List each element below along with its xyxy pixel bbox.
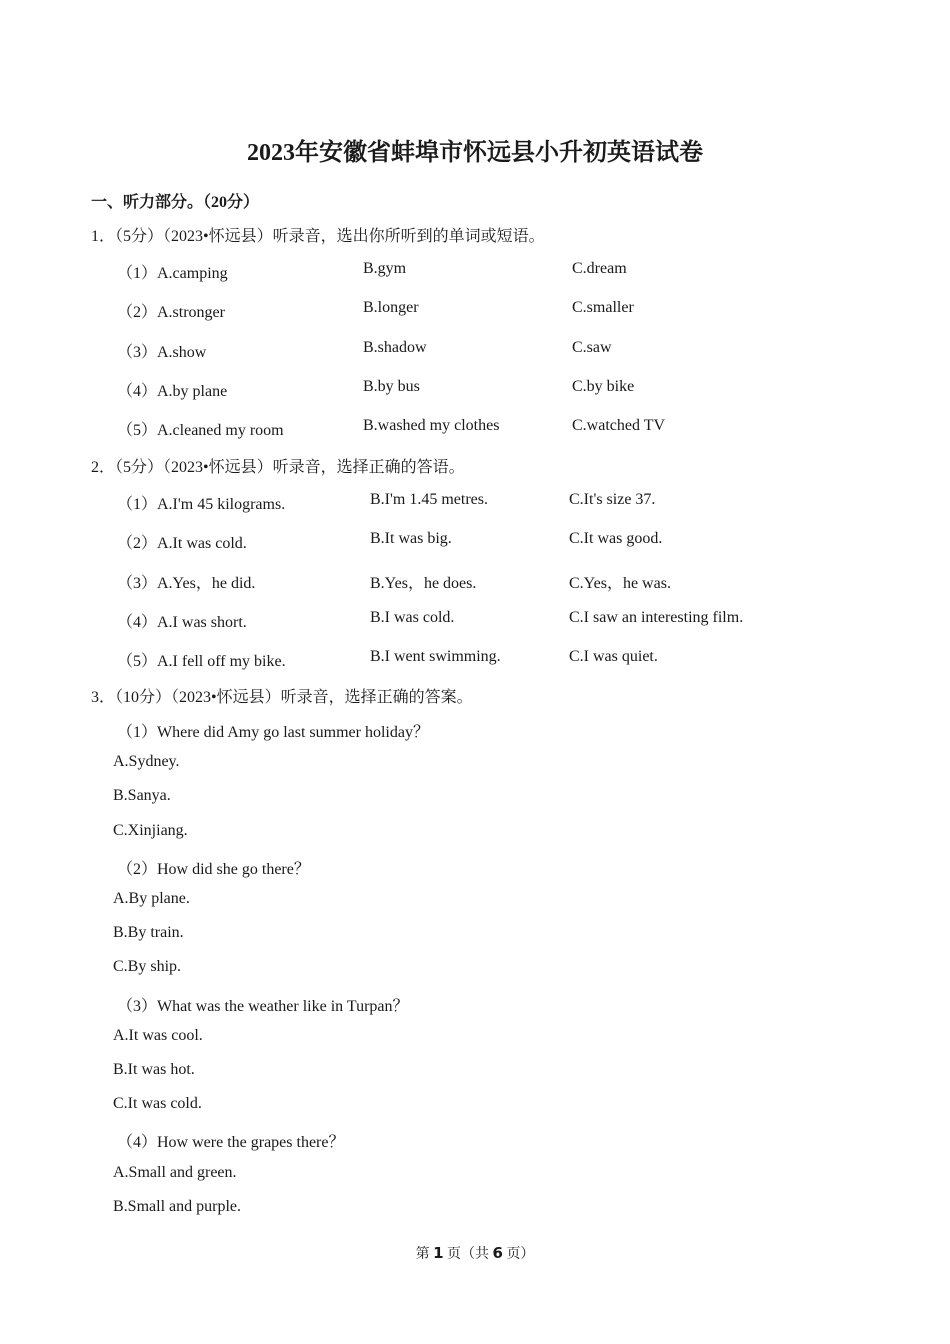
q3-option-3-a: A.It was cool. (113, 1026, 203, 1044)
q1-option-1-a: （1）A.camping (117, 265, 228, 282)
q2-option-3-c: C.Yes，he was. (569, 574, 671, 592)
footer-total-pages: 6 (492, 1244, 503, 1262)
q2-option-2-a: （2）A.It was cold. (117, 535, 247, 553)
q2-option-4-b: B.I was cold. (370, 608, 455, 626)
q2-option-2-b: B.It was big. (370, 530, 452, 548)
q3-option-1-a: A.Sydney. (113, 753, 180, 771)
q1-option-5-c: C.watched TV (572, 417, 666, 435)
q3-subquestion-1: （1）Where did Amy go last summer holiday？ (117, 724, 429, 741)
q1-option-2-a: （2）A.stronger (117, 304, 225, 322)
q3-option-4-b: B.Small and purple. (113, 1197, 241, 1215)
q2-option-4-c: C.I saw an interesting film. (569, 608, 744, 626)
q2-option-5-b: B.I went swimming. (370, 648, 501, 666)
footer-prefix: 第 (415, 1247, 434, 1262)
q3-option-3-b: B.It was hot. (113, 1061, 195, 1078)
footer-page-number: 1 (433, 1244, 444, 1262)
q2-option-4-a: （4）A.I was short. (117, 613, 247, 631)
q3-option-1-c: C.Xinjiang. (113, 821, 188, 839)
q2-option-2-c: C.It was good. (569, 530, 663, 548)
q1-option-5-a: （5）A.cleaned my room (117, 422, 284, 440)
q2-option-5-a: （5）A.I fell off my bike. (117, 653, 286, 671)
section-listening: 一、听力部分。（20分） (91, 194, 260, 211)
q1-option-4-a: （4）A.by plane (117, 382, 228, 400)
q3-subquestion-3: （3）What was the weather like in Turpan？ (117, 997, 409, 1015)
q2-option-3-a: （3）A.Yes，he did. (117, 574, 256, 592)
footer-suffix: 页） (502, 1247, 535, 1262)
q2-option-1-b: B.I'm 1.45 metres. (370, 491, 488, 508)
q1-option-3-b: B.shadow (363, 338, 427, 356)
footer-middle: 页（共 (443, 1247, 493, 1262)
q3-subquestion-2: （2）How did she go there？ (117, 860, 310, 878)
q1-option-2-b: B.longer (363, 299, 419, 317)
q1-option-4-c: C.by bike (572, 377, 635, 395)
q1-option-3-c: C.saw (572, 338, 612, 356)
q3-option-4-a: A.Small and green. (113, 1163, 237, 1181)
q3-option-2-a: A.By plane. (113, 890, 190, 907)
q2-option-5-c: C.I was quiet. (569, 648, 658, 666)
q3-option-1-b: B.Sanya. (113, 787, 171, 805)
q1-option-1-c: C.dream (572, 260, 627, 277)
q1-option-4-b: B.by bus (363, 377, 420, 395)
page-footer (0, 1243, 950, 1263)
q3-option-2-c: C.By ship. (113, 958, 182, 976)
q3-option-2-b: B.By train. (113, 924, 184, 942)
question-1-heading: 1．（5分）（2023•怀远县）听录音，选出你所听到的单词或短语。 (91, 228, 545, 245)
q2-option-1-c: C.It's size 37. (569, 491, 656, 508)
q3-subquestion-4: （4）How were the grapes there？ (117, 1134, 345, 1152)
question-2-heading: 2．（5分）（2023•怀远县）听录音，选择正确的答语。 (91, 459, 465, 476)
q1-option-1-b: B.gym (363, 260, 407, 277)
q1-option-2-c: C.smaller (572, 299, 634, 317)
q2-option-3-b: B.Yes，he does. (370, 574, 477, 592)
q2-option-1-a: （1）A.I'm 45 kilograms. (117, 496, 286, 513)
q1-option-5-b: B.washed my clothes (363, 417, 500, 435)
question-3-heading: 3．（10分）（2023•怀远县）听录音，选择正确的答案。 (91, 689, 473, 706)
q3-option-3-c: C.It was cold. (113, 1095, 202, 1113)
page-title: 2023年安徽省蚌埠市怀远县小升初英语试卷 (247, 140, 703, 166)
q1-option-3-a: （3）A.show (117, 343, 207, 361)
